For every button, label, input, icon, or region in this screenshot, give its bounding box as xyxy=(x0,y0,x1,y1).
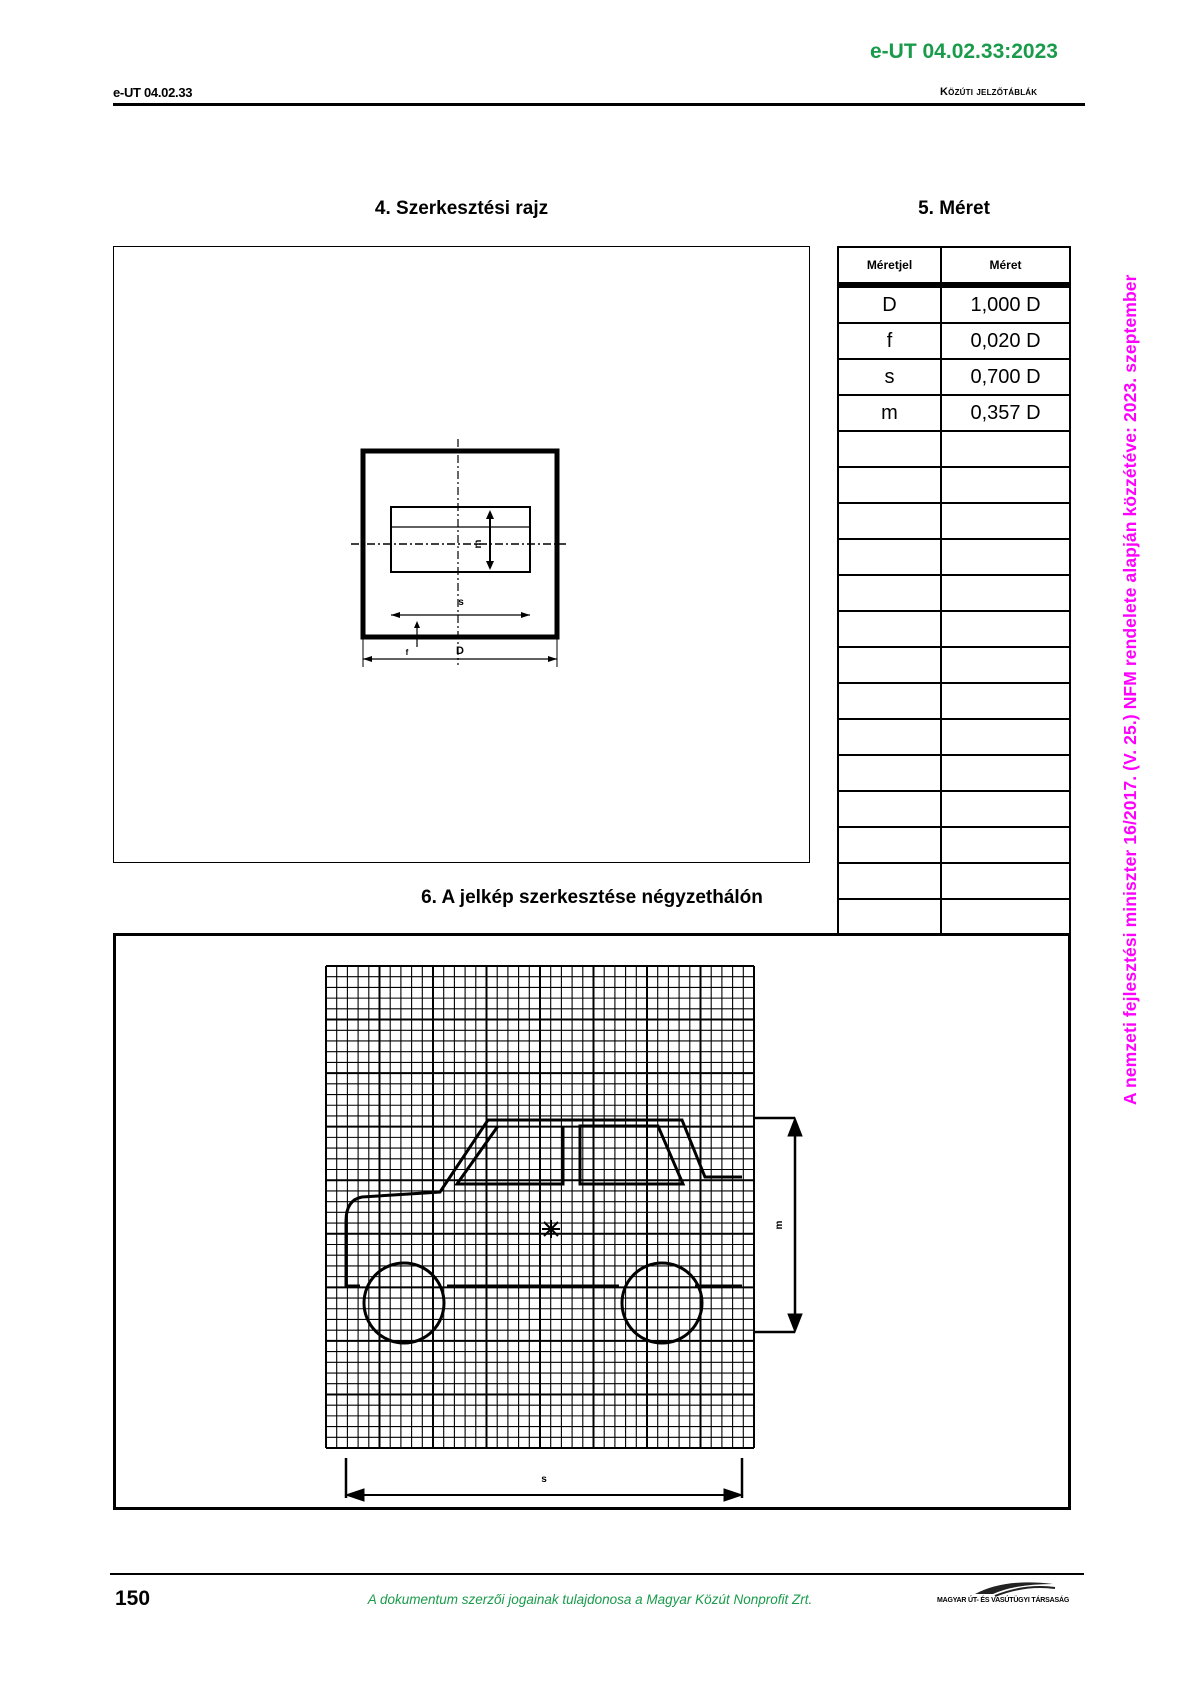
cell-symbol xyxy=(838,755,941,791)
col-header-meretjel: Méretjel xyxy=(838,247,941,285)
cell-symbol xyxy=(838,467,941,503)
dim-label-m: m xyxy=(473,539,484,549)
dimension-table xyxy=(837,246,1071,936)
table-row xyxy=(838,503,1070,539)
table-row xyxy=(838,647,1070,683)
cell-value xyxy=(941,431,1070,467)
table-row xyxy=(838,755,1070,791)
construction-drawing xyxy=(114,247,811,864)
cell-value xyxy=(941,467,1070,503)
cell-value xyxy=(941,611,1070,647)
table-row xyxy=(838,395,1070,431)
table-row xyxy=(838,431,1070,467)
cell-value xyxy=(941,647,1070,683)
society-logo-text: MAGYAR ÚT- ÉS VASÚTÜGYI TÁRSASÁG xyxy=(937,1597,1070,1604)
cell-value xyxy=(941,539,1070,575)
cell-symbol: s xyxy=(838,359,941,395)
section-5-title: 5. Méret xyxy=(918,198,990,219)
table-row xyxy=(838,791,1070,827)
table-row xyxy=(838,467,1070,503)
table-row xyxy=(838,539,1070,575)
dim-label-f: f xyxy=(405,648,409,657)
construction-drawing-frame xyxy=(113,246,810,863)
cell-symbol: f xyxy=(838,323,941,359)
publication-note: A nemzeti fejlesztési miniszter 16/2017. (V. 25.) NFM rendelete alapján közzétéve: 2023. szeptember xyxy=(1120,274,1140,1105)
cell-value xyxy=(941,719,1070,755)
dim-label-D: D xyxy=(456,645,464,657)
cell-value xyxy=(941,683,1070,719)
cell-value xyxy=(941,503,1070,539)
cell-value xyxy=(941,575,1070,611)
grid-dim-label-m: m xyxy=(774,1220,785,1230)
grid-dim-label-s: s xyxy=(541,1474,547,1485)
society-logo-icon xyxy=(935,1578,1085,1614)
cell-value: 1,000 D xyxy=(941,285,1070,323)
table-row xyxy=(838,683,1070,719)
dim-label-s: s xyxy=(458,597,464,608)
symbol-rect xyxy=(391,507,530,572)
car-front-window xyxy=(457,1126,563,1184)
col-header-meret: Méret xyxy=(941,247,1070,285)
copyright-notice: A dokumentum szerzői jogainak tulajdonosa a Magyar Közút Nonprofit Zrt. xyxy=(367,1592,813,1607)
cell-symbol xyxy=(838,611,941,647)
cell-symbol xyxy=(838,539,941,575)
cell-value: 0,020 D xyxy=(941,323,1070,359)
cell-symbol xyxy=(838,575,941,611)
grid-construction-frame xyxy=(113,933,1071,1510)
cell-value xyxy=(941,827,1070,863)
table-row xyxy=(838,359,1070,395)
grid-construction-drawing xyxy=(116,936,1068,1507)
cell-value: 0,357 D xyxy=(941,395,1070,431)
table-row xyxy=(838,575,1070,611)
cell-value: 0,700 D xyxy=(941,359,1070,395)
page-number: 150 xyxy=(115,1587,151,1610)
table-row xyxy=(838,285,1070,323)
cell-symbol xyxy=(838,683,941,719)
cell-value xyxy=(941,755,1070,791)
header-rule xyxy=(113,103,1085,106)
footer-rule xyxy=(110,1573,1084,1575)
cell-symbol xyxy=(838,791,941,827)
cell-symbol xyxy=(838,431,941,467)
cell-symbol xyxy=(838,719,941,755)
centre-mark xyxy=(542,1220,560,1238)
table-row xyxy=(838,719,1070,755)
square-grid xyxy=(326,966,754,1448)
cell-value xyxy=(941,791,1070,827)
car-rear-window xyxy=(580,1126,683,1184)
table-row xyxy=(838,827,1070,863)
table-row xyxy=(838,323,1070,359)
car-symbol xyxy=(346,1120,742,1343)
document-code: e-UT 04.02.33:2023 xyxy=(870,40,1058,63)
section-4-title: 4. Szerkesztési rajz xyxy=(374,198,549,219)
cell-symbol xyxy=(838,827,941,863)
section-6-title: 6. A jelkép szerkesztése négyzethálón xyxy=(421,887,763,908)
cell-symbol: D xyxy=(838,285,941,323)
cell-symbol xyxy=(838,647,941,683)
table-row xyxy=(838,611,1070,647)
cell-symbol xyxy=(838,503,941,539)
header-right-label: Közúti jelzőtáblák xyxy=(940,86,1038,98)
header-left-label: e-UT 04.02.33 xyxy=(113,85,193,100)
cell-symbol: m xyxy=(838,395,941,431)
